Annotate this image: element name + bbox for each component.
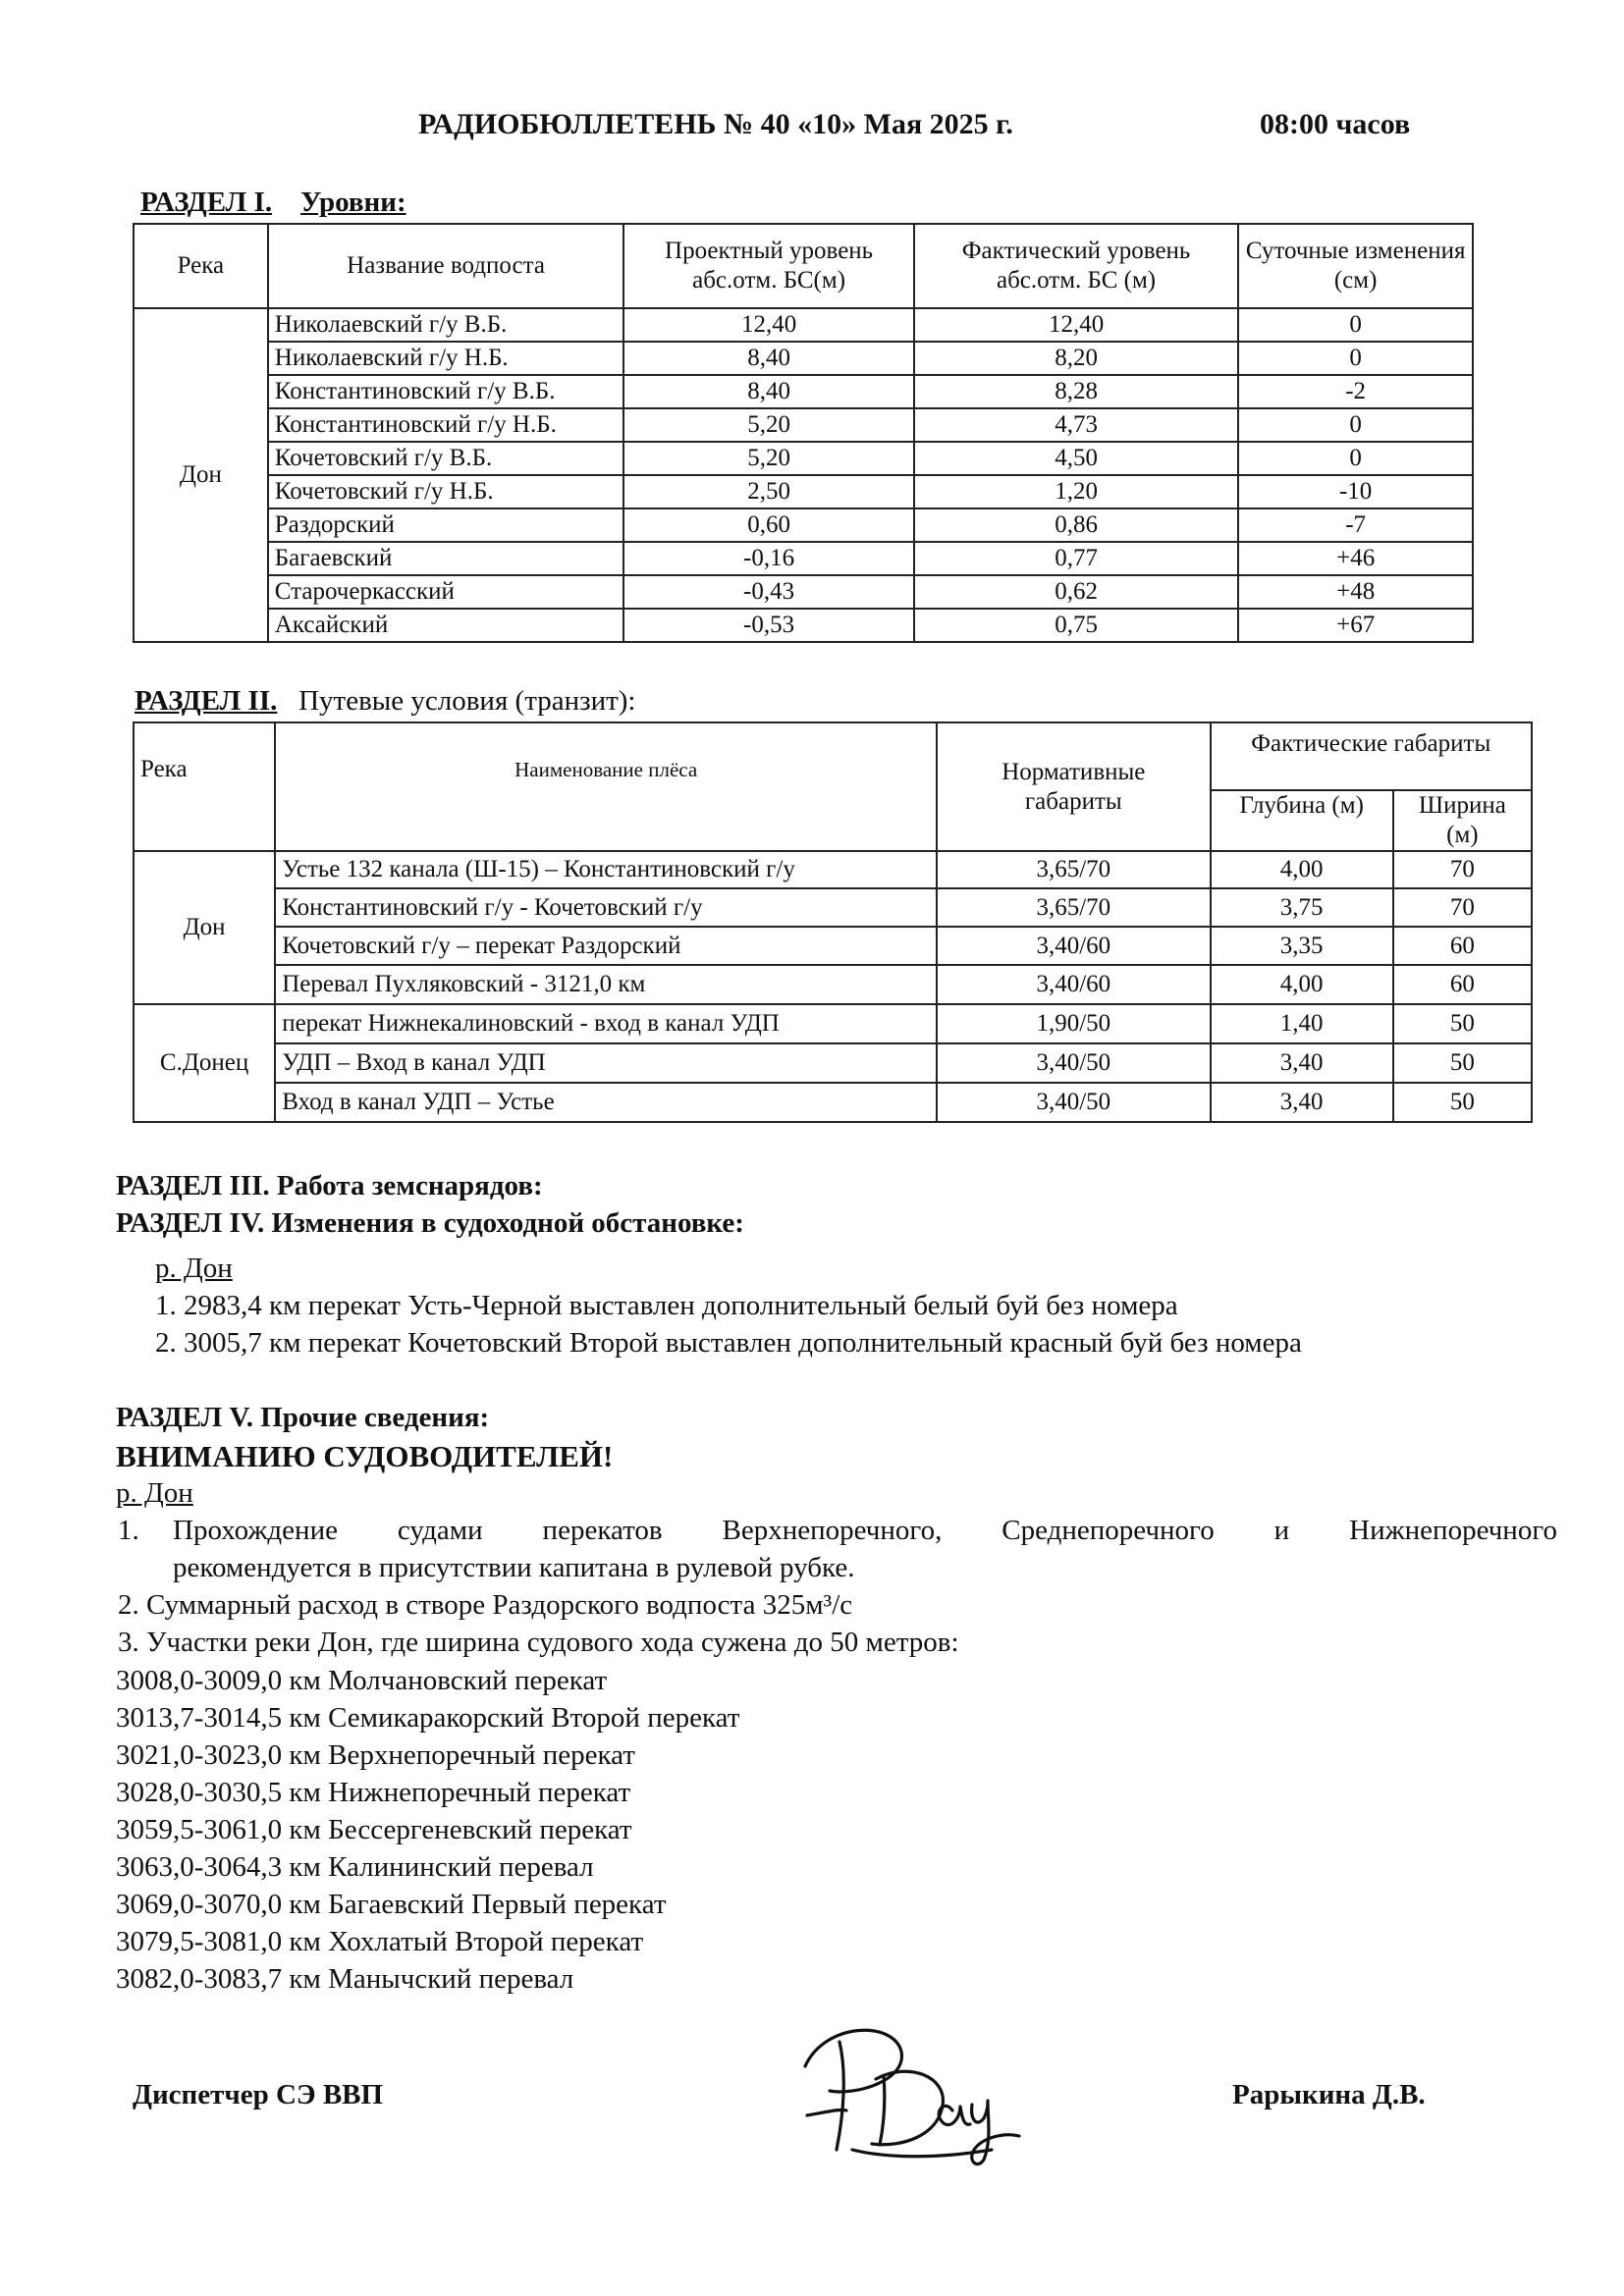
daily-cell: 0	[1238, 408, 1473, 442]
design-cell: 12,40	[623, 308, 914, 342]
segment-item: 3008,0-3009,0 км Молчановский перекат	[116, 1665, 608, 1696]
actual-cell: 12,40	[914, 308, 1238, 342]
segment-item: 3013,7-3014,5 км Семикаракорский Второй перекат	[116, 1702, 740, 1734]
normative-cell: 3,40/60	[937, 965, 1210, 1004]
normative-cell: 3,40/60	[937, 927, 1210, 965]
table-row	[134, 475, 1473, 508]
header-actual-dims: Фактические габариты	[1211, 722, 1532, 790]
depth-cell: 3,75	[1211, 888, 1393, 927]
daily-cell: -7	[1238, 508, 1473, 542]
post-cell: Николаевский г/у Н.Б.	[268, 342, 624, 375]
section2-heading	[135, 685, 635, 718]
header-width: Ширина (м)	[1393, 790, 1532, 851]
daily-cell: +48	[1238, 575, 1473, 609]
normative-cell: 3,65/70	[937, 888, 1210, 927]
header-depth: Глубина (м)	[1211, 790, 1393, 851]
river-cell: Дон	[134, 851, 275, 1004]
actual-cell: 1,20	[914, 475, 1238, 508]
width-cell: 70	[1393, 888, 1532, 927]
transit-header-row	[134, 722, 1532, 790]
header-normative: Нормативные габариты	[937, 722, 1210, 851]
table-row	[134, 965, 1532, 1004]
daily-cell: +46	[1238, 542, 1473, 575]
segment-item: 3069,0-3070,0 км Багаевский Первый перекат	[116, 1889, 667, 1920]
actual-cell: 8,28	[914, 375, 1238, 408]
stretch-cell: УДП – Вход в канал УДП	[275, 1043, 937, 1083]
actual-cell: 0,62	[914, 575, 1238, 609]
width-cell: 60	[1393, 927, 1532, 965]
table-row	[134, 442, 1473, 475]
post-cell: Кочетовский г/у Н.Б.	[268, 475, 624, 508]
river-cell: Дон	[134, 308, 268, 642]
width-cell: 50	[1393, 1083, 1532, 1122]
list-item-number: 1.	[118, 1515, 139, 1546]
post-cell: Константиновский г/у В.Б.	[268, 375, 624, 408]
section4-river: р. Дон	[155, 1253, 233, 1284]
post-cell: Старочеркасский	[268, 575, 624, 609]
segment-item: 3079,5-3081,0 км Хохлатый Второй перекат	[116, 1926, 644, 1957]
section5-heading	[116, 1402, 489, 1434]
section1-title: РАЗДЕЛ I.	[140, 187, 273, 218]
table-row	[134, 375, 1473, 408]
design-cell: 5,20	[623, 408, 914, 442]
list-item-continuation: рекомендуется в присутствии капитана в рулевой рубке.	[173, 1552, 855, 1583]
signature	[785, 2002, 1041, 2169]
post-cell: Багаевский	[268, 542, 624, 575]
stretch-cell: Кочетовский г/у – перекат Раздорский	[275, 927, 937, 965]
actual-cell: 8,20	[914, 342, 1238, 375]
width-cell: 50	[1393, 1004, 1532, 1043]
daily-cell: 0	[1238, 342, 1473, 375]
segment-item: 3082,0-3083,7 км Манычский перевал	[116, 1963, 574, 1995]
stretch-cell: Константиновский г/у - Кочетовский г/у	[275, 888, 937, 927]
post-cell: Кочетовский г/у В.Б.	[268, 442, 624, 475]
normative-cell: 3,40/50	[937, 1043, 1210, 1083]
bulletin-time: 08:00 часов	[1260, 108, 1411, 140]
width-cell: 50	[1393, 1043, 1532, 1083]
header-post: Название водпоста	[268, 224, 624, 308]
post-cell: Аксайский	[268, 609, 624, 642]
section2-subtitle: Путевые условия (транзит):	[298, 685, 636, 717]
header-design-level: Проектный уровень абс.отм. БС(м)	[623, 224, 914, 308]
normative-cell: 3,40/50	[937, 1083, 1210, 1122]
table-row	[134, 575, 1473, 609]
table-row	[134, 888, 1532, 927]
section3-heading	[116, 1170, 543, 1202]
section5-title: РАЗДЕЛ V. Прочие сведения:	[116, 1402, 490, 1433]
actual-cell: 0,77	[914, 542, 1238, 575]
width-cell: 70	[1393, 851, 1532, 888]
table-row	[134, 408, 1473, 442]
stretch-cell: Устье 132 канала (Ш-15) – Константиновский г/у	[275, 851, 937, 888]
dispatcher-name-label: Рарыкина Д.В.	[1232, 2079, 1426, 2110]
dispatcher-role-label: Диспетчер СЭ ВВП	[133, 2079, 384, 2110]
table-row	[134, 342, 1473, 375]
table-row	[134, 1083, 1532, 1122]
table-row	[134, 609, 1473, 642]
list-item: 3. Участки реки Дон, где ширина судового хода сужена до 50 метров:	[118, 1627, 959, 1658]
design-cell: 0,60	[623, 508, 914, 542]
section2-title: РАЗДЕЛ II.	[135, 685, 278, 717]
daily-cell: +67	[1238, 609, 1473, 642]
section1-heading	[140, 187, 406, 219]
daily-cell: 0	[1238, 308, 1473, 342]
design-cell: -0,53	[623, 609, 914, 642]
segment-item: 3063,0-3064,3 км Калининский перевал	[116, 1851, 594, 1883]
list-item: 2. Суммарный расход в створе Раздорского водпоста 325м³/с	[118, 1589, 853, 1621]
depth-cell: 3,40	[1211, 1083, 1393, 1122]
table-row	[134, 542, 1473, 575]
design-cell: 2,50	[623, 475, 914, 508]
section1-subtitle: Уровни:	[300, 187, 406, 218]
depth-cell: 3,35	[1211, 927, 1393, 965]
daily-cell: 0	[1238, 442, 1473, 475]
depth-cell: 4,00	[1211, 965, 1393, 1004]
header-stretch: Наименование плёса	[275, 722, 937, 851]
design-cell: 8,40	[623, 342, 914, 375]
river-cell: С.Донец	[134, 1004, 275, 1122]
stretch-cell: Перевал Пухляковский - 3121,0 км	[275, 965, 937, 1004]
stretch-cell: перекат Нижнекалиновский - вход в канал УДП	[275, 1004, 937, 1043]
section3-title: РАЗДЕЛ III. Работа земснарядов:	[116, 1170, 543, 1201]
header-daily-change: Суточные изменения (см)	[1238, 224, 1473, 308]
section5-river: р. Дон	[116, 1477, 193, 1509]
section4-title: РАЗДЕЛ IV. Изменения в судоходной обстановке:	[116, 1207, 744, 1239]
design-cell: 5,20	[623, 442, 914, 475]
header-river: Река	[134, 224, 268, 308]
design-cell: -0,43	[623, 575, 914, 609]
table-row	[134, 1043, 1532, 1083]
depth-cell: 4,00	[1211, 851, 1393, 888]
design-cell: 8,40	[623, 375, 914, 408]
actual-cell: 0,75	[914, 609, 1238, 642]
normative-cell: 1,90/50	[937, 1004, 1210, 1043]
dispatcher-name	[1232, 2079, 1426, 2111]
actual-cell: 4,50	[914, 442, 1238, 475]
width-cell: 60	[1393, 965, 1532, 1004]
depth-cell: 3,40	[1211, 1043, 1393, 1083]
actual-cell: 0,86	[914, 508, 1238, 542]
stretch-cell: Вход в канал УДП – Устье	[275, 1083, 937, 1122]
list-item: Прохождение судами перекатов Верхнепоречного, Среднепоречного и Нижнепоречного	[173, 1515, 1557, 1546]
levels-header-row	[134, 224, 1473, 308]
section4-heading	[116, 1207, 744, 1240]
header-actual-level: Фактический уровень абс.отм. БС (м)	[914, 224, 1238, 308]
bulletin-title: РАДИОБЮЛЛЕТЕНЬ № 40 «10» Мая 2025 г.	[418, 108, 1013, 140]
post-cell: Константиновский г/у Н.Б.	[268, 408, 624, 442]
levels-table	[133, 223, 1474, 643]
table-row	[134, 927, 1532, 965]
attention-title: ВНИМАНИЮ СУДОВОДИТЕЛЕЙ!	[116, 1439, 614, 1473]
design-cell: -0,16	[623, 542, 914, 575]
daily-cell: -10	[1238, 475, 1473, 508]
segment-item: 3028,0-3030,5 км Нижнепоречный перекат	[116, 1777, 631, 1808]
post-cell: Раздорский	[268, 508, 624, 542]
signature-icon	[785, 2002, 1041, 2169]
table-row	[134, 508, 1473, 542]
daily-cell: -2	[1238, 375, 1473, 408]
list-item: 1. 2983,4 км перекат Усть-Черной выставлен дополнительный белый буй без номера	[155, 1290, 1178, 1321]
table-row	[134, 1004, 1532, 1043]
actual-cell: 4,73	[914, 408, 1238, 442]
table-row	[134, 851, 1532, 888]
depth-cell: 1,40	[1211, 1004, 1393, 1043]
normative-cell: 3,65/70	[937, 851, 1210, 888]
segment-item: 3059,5-3061,0 км Бессергеневский перекат	[116, 1814, 632, 1845]
transit-table	[133, 721, 1533, 1123]
post-cell: Николаевский г/у В.Б.	[268, 308, 624, 342]
segment-item: 3021,0-3023,0 км Верхнепоречный перекат	[116, 1739, 635, 1771]
attention-heading	[116, 1439, 613, 1474]
header-river: Река	[134, 722, 275, 851]
table-row	[134, 308, 1473, 342]
list-item: 2. 3005,7 км перекат Кочетовский Второй выставлен дополнительный красный буй без номера	[155, 1327, 1302, 1359]
dispatcher-role	[133, 2079, 383, 2111]
